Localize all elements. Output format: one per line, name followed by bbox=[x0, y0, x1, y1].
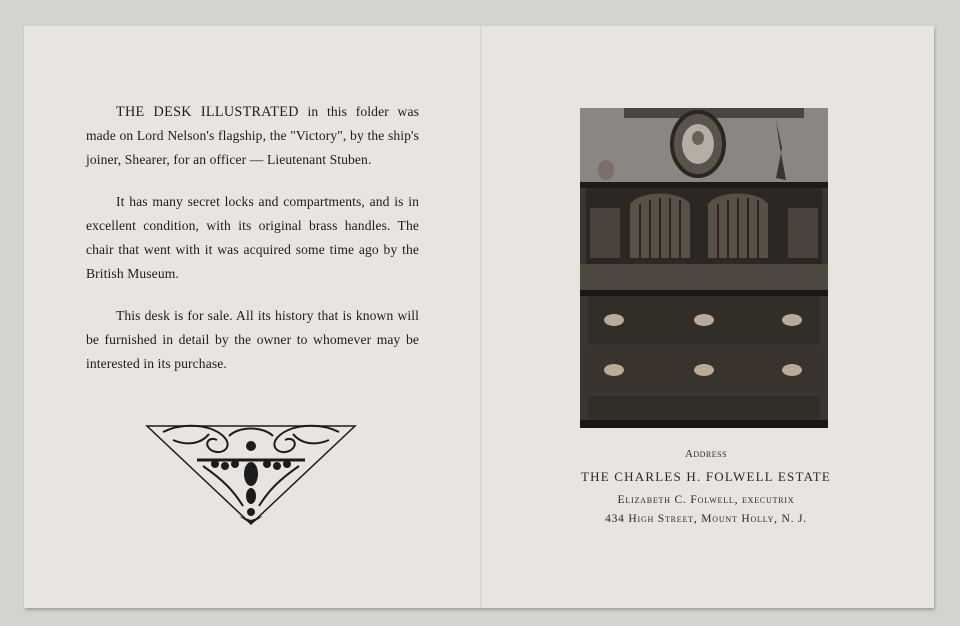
paragraph-3: This desk is for sale. All its history that is known will be furnished in detail by the owner to whomever may be interested in its purchase. bbox=[86, 308, 419, 371]
paragraph-1 bbox=[86, 100, 419, 172]
desk-photograph bbox=[580, 108, 828, 428]
paragraph-1-lead: THE DESK ILLUSTRATED bbox=[116, 104, 299, 120]
street-address: 434 High Street, Mount Holly, N. J. bbox=[605, 513, 807, 525]
center-fold bbox=[480, 26, 482, 608]
executrix-line: Elizabeth C. Folwell, executrix bbox=[617, 494, 795, 506]
scroll-ornament-icon bbox=[143, 420, 359, 528]
paragraph-1-body: in this folder was made on Lord Nelson's flagship, the "Victory", by the ship's joiner, Shearer, for an officer — Lieutenant Stuben. bbox=[86, 104, 419, 167]
estate-name: THE CHARLES H. FOLWELL ESTATE bbox=[580, 469, 832, 484]
paragraph-2: It has many secret locks and compartments, and is in excellent condition, with its original brass handles. The chair that went with it was acquired some time ago by the British Museum. bbox=[86, 194, 419, 281]
address-heading: Address bbox=[684, 448, 728, 460]
desk-photo-image bbox=[580, 108, 828, 428]
address-block bbox=[520, 448, 892, 532]
left-page-text bbox=[86, 100, 419, 394]
